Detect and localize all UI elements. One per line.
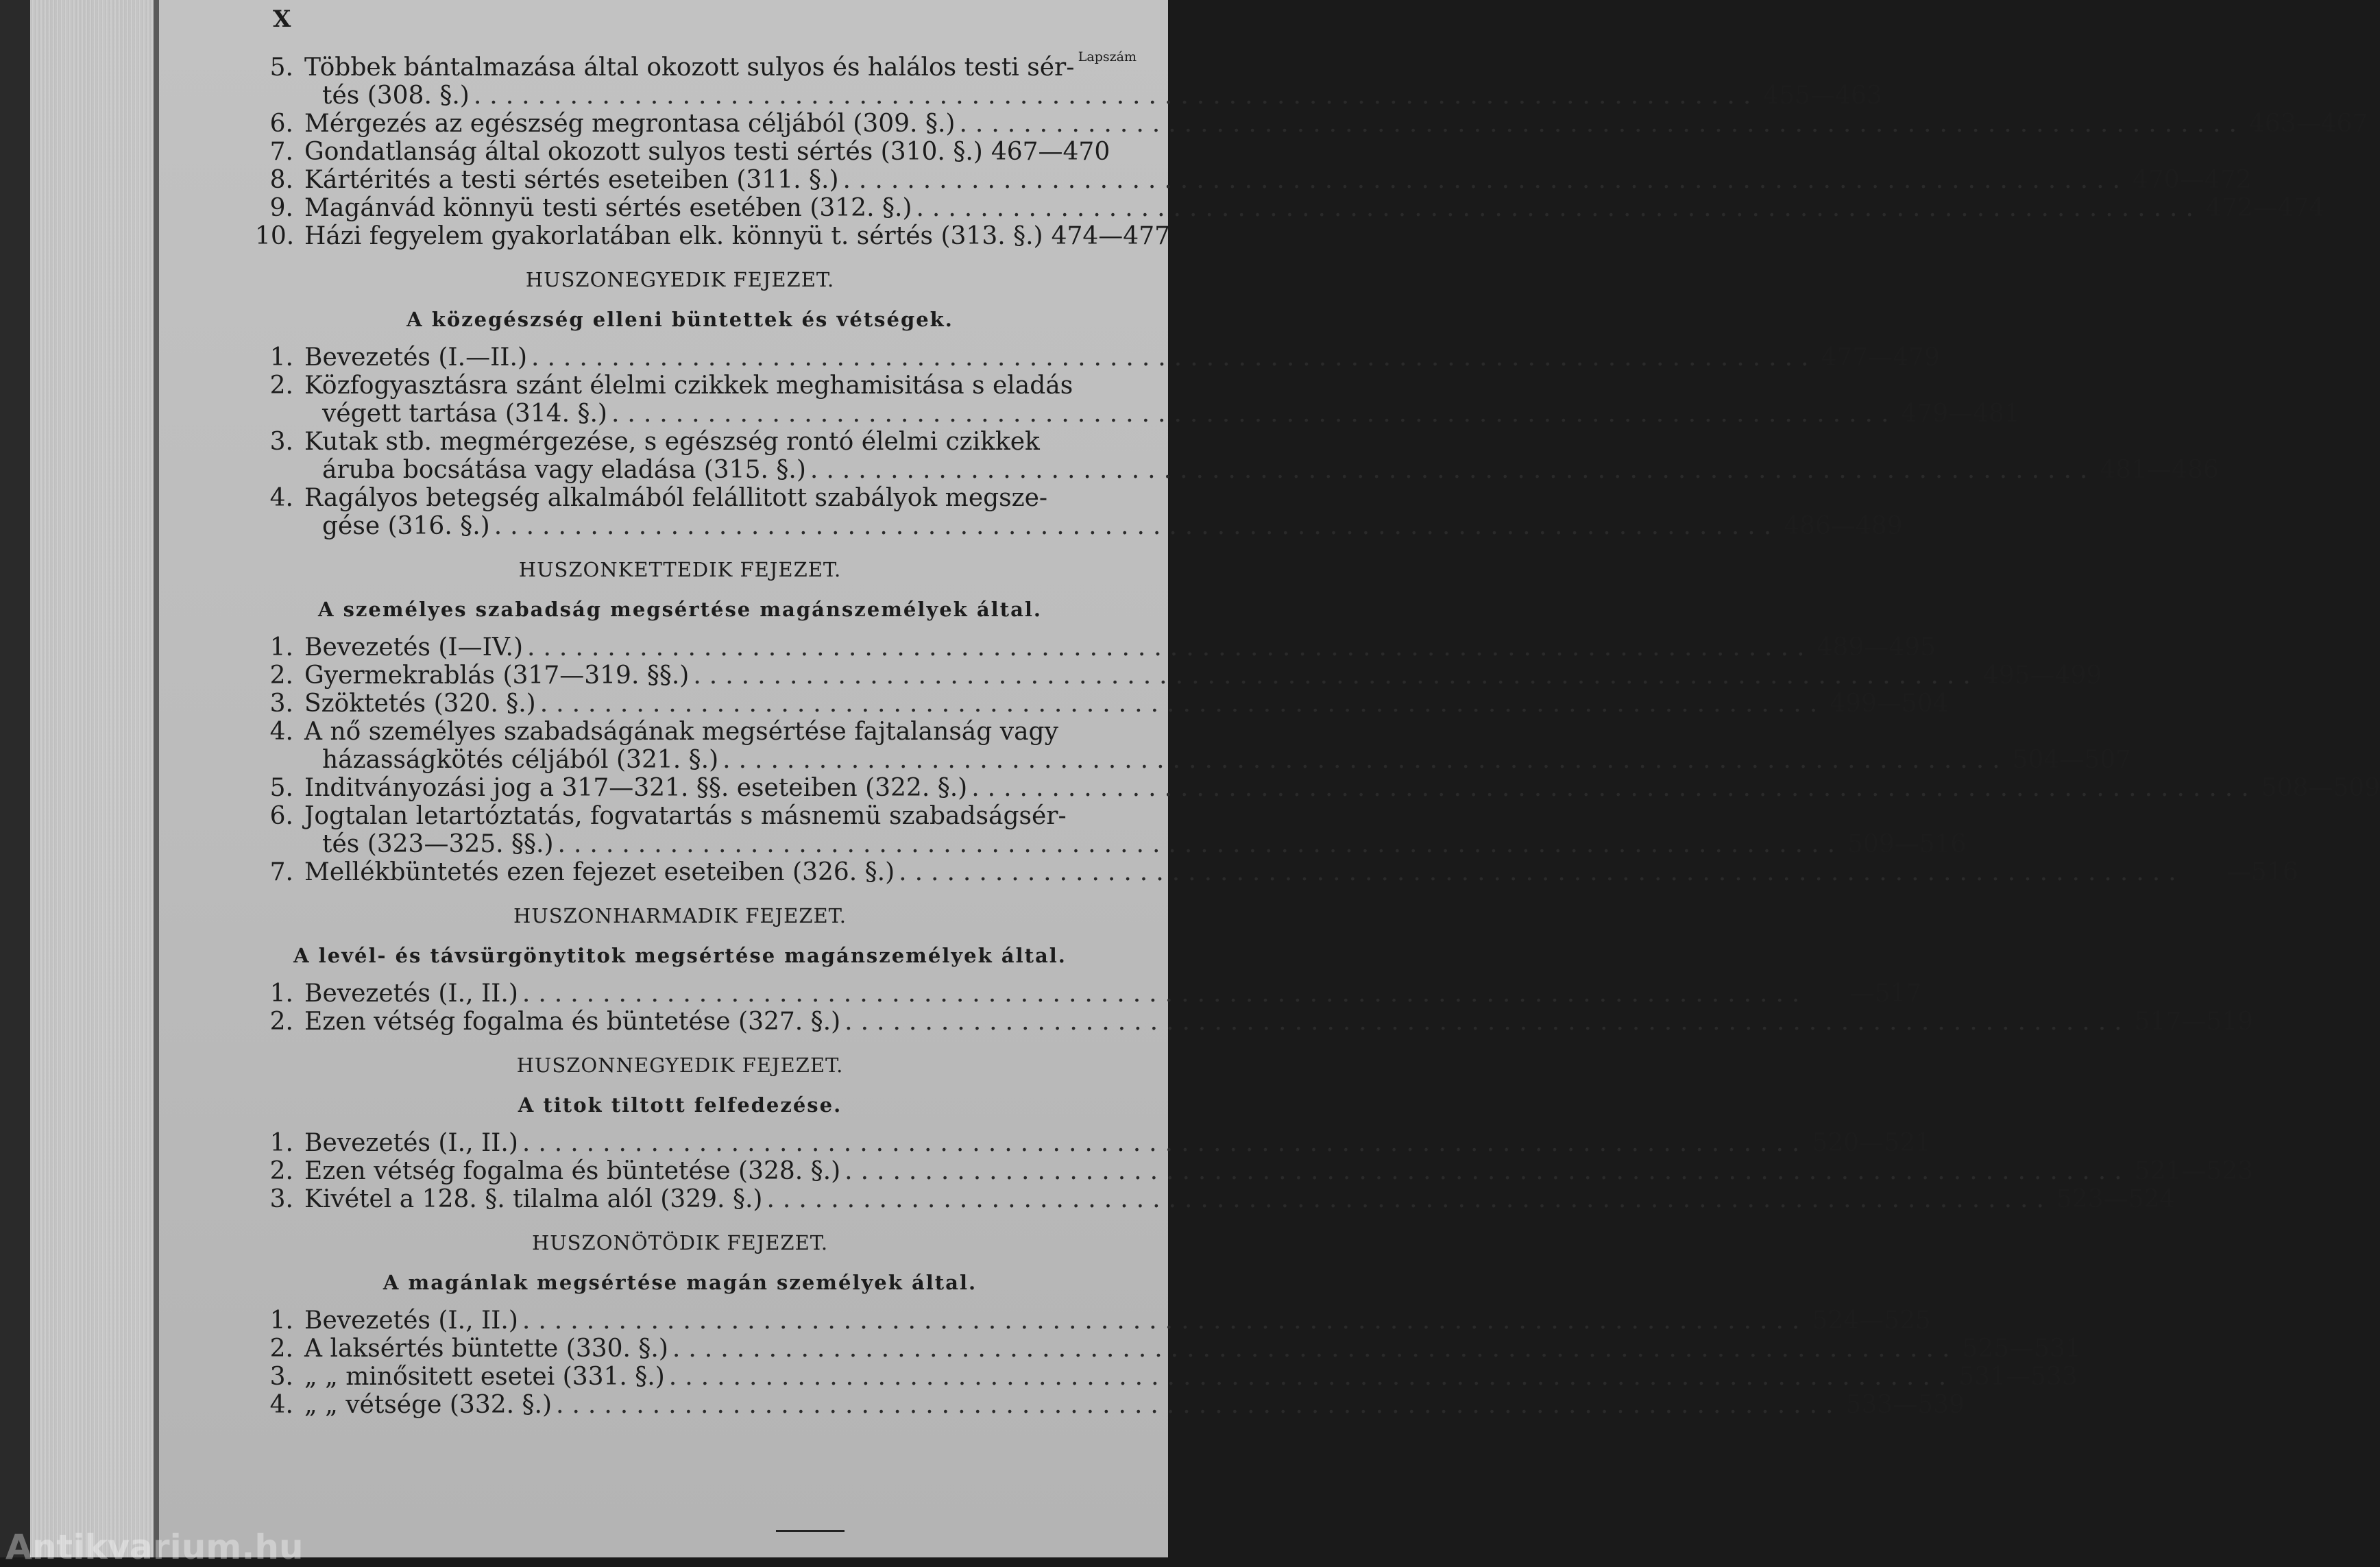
toc-entry [255,372,2020,428]
dot-leader: ................................................................................ [916,194,2202,222]
dot-leader: ................................................................................ [494,512,1780,540]
page-edges [30,0,159,1557]
toc-entry [255,774,2380,802]
entry-pages: 479—481 [1901,400,2020,428]
dot-leader: ................................................................................ [473,82,1760,110]
entry-number: 2. [269,661,293,690]
dot-leader: ................................................................................ [899,858,2185,886]
entry-title: „ „ minősitett esetei (331. §.) [304,1363,665,1391]
entry-pages: 477—479 [1821,343,1940,372]
dot-leader: ................................................................................ [611,400,1897,428]
entry-pages: 533—539 [1845,1391,1965,1419]
entry-number: 5. [269,53,293,82]
entry-title: Ezen vétség fogalma és büntetése (327. §.) [304,1008,841,1036]
entry-title: Kivétel a 128. §. tilalma alól (329. §.) [304,1185,763,1213]
toc-entry [255,1157,2254,1185]
dot-leader: ................................................................................ [959,110,2245,138]
dot-leader: ................................................................................ [527,633,1813,661]
entry-pages: 504—507 [2012,746,2132,774]
entry-number: 3. [269,1185,293,1213]
section-title: A személyes szabadság megsértése magánszemélyek által. [318,598,1042,621]
dot-leader: ................................................................................ [539,690,1826,718]
footer-rule [776,1530,845,1532]
dot-leader: ................................................................................ [672,1335,1958,1363]
entry-pages: —516 [2226,858,2298,886]
entry-title: Többek bántalmazása által okozott sulyos és halálos testi sér- [304,53,1075,82]
entry-number: 2. [269,1008,293,1036]
dot-leader: ................................................................................ [522,1307,1808,1335]
entry-number: 1. [269,1307,293,1335]
entry-number: 6. [269,802,293,830]
entry-title: Kutak stb. megmérgezése, s egészség rontó élelmi czikkek [304,428,1040,456]
dot-leader: ................................................................................ [522,1129,1808,1157]
entry-number: 3. [269,690,293,718]
entry-number: 4. [269,1391,293,1419]
entry-number: 1. [269,1129,293,1157]
toc-entry [255,222,1171,250]
toc-entry [255,166,2252,194]
dot-leader: ................................................................................ [693,661,1979,690]
entry-number: 4. [269,718,293,746]
toc-entry [255,858,2298,886]
entry-title: Házi fegyelem gyakorlatában elk. könnyü t. sértés (313. §.) [304,222,1043,250]
watermark: Antikvarium.hu [5,1527,304,1567]
entry-title: Mellékbüntetés ezen fejezet eseteiben (326. §.) [304,858,895,886]
entry-number: 2. [269,1157,293,1185]
entry-number: 6. [269,110,293,138]
toc-entry [255,428,2219,484]
section-title: A titok tiltott felfedezése. [518,1093,842,1117]
toc-entry [255,110,2368,138]
entry-title: Közfogyasztásra szánt élelmi czikkek meghamisitása s eladás [304,372,1073,400]
section-title: A közegészség elleni büntettek és vétségek. [406,308,954,331]
entry-pages: 521—523 [2134,1157,2254,1185]
toc-entry [255,718,2132,774]
toc-entry [255,633,1936,661]
toc-entry [255,1335,2081,1363]
entry-pages: 481—486 [2100,456,2219,484]
entry-title: Gyermekrablás (317—319. §§.) [304,661,690,690]
chapter-title: HUSZONKETTEDIK FEJEZET. [518,558,842,581]
entry-pages: 508—509 [2261,774,2380,802]
entry-title: Bevezetés (I., II.) [304,980,518,1008]
dot-leader: ................................................................................ [810,456,2096,484]
entry-pages: 489—495 [1817,633,1936,661]
entry-pages: 472—474 [2205,194,2325,222]
entry-number: 5. [269,774,293,802]
entry-pages: 495—499 [1982,661,2102,690]
entry-pages: 467—470 [991,138,1110,166]
entry-title: Ragályos betegség alkalmából felállitott szabályok megsze- [304,484,1048,512]
entry-title: A nő személyes szabadságának megsértése fajtalanság vagy [304,718,1058,746]
entry-pages: 474—477 [1051,222,1171,250]
entry-title: Bevezetés (I.—II.) [304,343,528,372]
entry-pages: 524—525 [1812,1307,1931,1335]
column-label: Lapszám [1078,49,1137,64]
dot-leader: ................................................................................ [766,1185,2052,1213]
dot-leader: ................................................................................ [557,830,1844,858]
entry-pages: 470—472 [2132,166,2252,194]
entry-pages: 520—521 [1812,1129,1931,1157]
entry-pages: —517 [1849,980,1922,1008]
entry-title: gése (316. §.) [322,512,490,540]
dot-leader: ................................................................................ [842,166,2128,194]
toc-entry [255,194,2325,222]
toc-entry [255,1363,2078,1391]
toc-entry [255,343,1940,372]
entry-title: Ezen vétség fogalma és büntetése (328. §.) [304,1157,841,1185]
dot-leader: ................................................................................ [845,1008,2130,1036]
entry-pages: 499—504 [1830,690,1949,718]
toc-entry [255,138,1110,166]
entry-title: Szöktetés (320. §.) [304,690,536,718]
entry-title: Magánvád könnyü testi sértés esetében (312. §.) [304,194,912,222]
chapter-title: HUSZONÖTÖDIK FEJEZET. [531,1231,829,1254]
entry-pages: 455—463 [1763,82,1882,110]
entry-title: Gondatlanság által okozott sulyos testi sértés (310. §.) [304,138,983,166]
toc-entry [255,661,2102,690]
entry-pages: 509—516 [1847,830,1967,858]
entry-title: tés (323—325. §§.) [322,830,554,858]
dot-leader: ................................................................................ [971,774,2257,802]
entry-pages: 531—533 [1958,1363,2078,1391]
toc-entry [255,484,1903,540]
section-title: A levél- és távsürgönytitok megsértése magánszemélyek által. [293,944,1067,967]
entry-number: 4. [269,484,293,512]
chapter-title: HUSZONNEGYEDIK FEJEZET. [516,1054,844,1077]
entry-number: 7. [269,858,293,886]
chapter-title: HUSZONEGYEDIK FEJEZET. [525,268,835,291]
section-title: A magánlak megsértése magán személyek által. [382,1271,977,1294]
dot-leader: ................................................................................ [522,980,1808,1008]
entry-title: Inditványozási jog a 317—321. §§. eseteiben (322. §.) [304,774,968,802]
entry-number: 1. [269,343,293,372]
entry-title: áruba bocsátása vagy eladása (315. §.) [322,456,806,484]
entry-number: 3. [269,428,293,456]
entry-number: 8. [269,166,293,194]
dot-leader: ................................................................................ [531,343,1817,372]
entry-title: Bevezetés (I., II.) [304,1129,518,1157]
dot-leader: ................................................................................ [845,1157,2130,1185]
entry-number: 3. [269,1363,293,1391]
entry-title: „ „ vétsége (332. §.) [304,1391,552,1419]
entry-number: 7. [269,138,293,166]
dot-leader: ................................................................................ [668,1363,1955,1391]
entry-title: Jogtalan letartóztatás, fogvatartás s másnemü szabadságsér- [304,802,1067,830]
entry-title: A laksértés büntette (330. §.) [304,1335,668,1363]
entry-number: 1. [269,633,293,661]
dot-leader: ................................................................................ [722,746,2008,774]
entry-title: tés (308. §.) [322,82,470,110]
entry-title: Bevezetés (I., II.) [304,1307,518,1335]
toc-entry [255,690,1949,718]
entry-pages: 517—519 [2134,1008,2254,1036]
toc-entry [255,1129,1931,1157]
entry-number: 2. [269,372,293,400]
book-binding [0,0,30,1557]
entry-number: 9. [269,194,293,222]
entry-number: 2. [269,1335,293,1363]
entry-title: Mérgezés az egészség megrontasa céljából (309. §.) [304,110,956,138]
entry-pages: 486—489 [1784,512,1903,540]
dot-leader: ................................................................................ [556,1391,1842,1419]
entry-number: 1. [269,980,293,1008]
entry-pages: 463—467 [2248,110,2368,138]
entry-title: végett tartása (314. §.) [322,400,607,428]
entry-pages: 525—531 [1962,1335,2081,1363]
entry-title: Kártérités a testi sértés eseteiben (311. §.) [304,166,839,194]
book-page [159,0,2380,1557]
page-number: X [273,5,291,33]
entry-number: 10. [255,222,295,250]
toc-entry [255,1307,1931,1335]
toc-entry [255,802,1967,858]
toc-entry [255,1008,2254,1036]
entry-title: Bevezetés (I—IV.) [304,633,524,661]
entry-pages: 523—524 [2056,1185,2176,1213]
entry-title: házasságkötés céljából (321. §.) [322,746,719,774]
toc-entry [255,1185,2176,1213]
toc-entry [255,1391,1965,1419]
chapter-title: HUSZONHARMADIK FEJEZET. [513,904,847,927]
toc-entry [255,980,1922,1008]
